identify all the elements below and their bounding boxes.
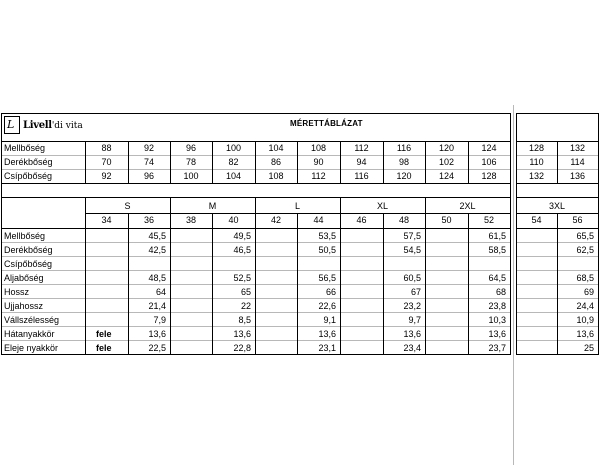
table-cell: 92 <box>143 143 154 153</box>
table-cell: 8,5 <box>238 315 251 325</box>
table-cell: 13,6 <box>576 329 594 339</box>
table-cell: 78 <box>185 157 196 167</box>
table-cell: 98 <box>398 157 409 167</box>
grid-line <box>510 113 511 355</box>
page-title: MÉRETTÁBLÁZAT <box>290 119 363 128</box>
grid-line <box>255 197 256 355</box>
table-cell: 136 <box>569 171 586 181</box>
table-cell: 23,2 <box>403 301 421 311</box>
table-cell: 68,5 <box>576 273 594 283</box>
grid-line <box>557 141 558 183</box>
table-cell: 46,5 <box>233 245 251 255</box>
table-cell: 50,5 <box>318 245 336 255</box>
table-cell: 116 <box>354 171 369 181</box>
grid-line <box>1 183 510 184</box>
table-cell: 69 <box>583 287 594 297</box>
table-cell: 70 <box>101 157 112 167</box>
table-cell: 23,1 <box>318 343 336 353</box>
grid-line <box>297 141 298 183</box>
table-cell: 112 <box>311 171 326 181</box>
table-cell: 23,4 <box>403 343 421 353</box>
table-cell: 114 <box>570 157 585 167</box>
size-number: 38 <box>185 215 196 225</box>
size-number: 44 <box>313 215 324 225</box>
grid-line <box>468 213 469 355</box>
brand-logo-icon: L <box>4 116 20 134</box>
size-number: 48 <box>398 215 409 225</box>
row-label: Mellbőség <box>4 143 46 153</box>
table-cell: 62,5 <box>576 245 594 255</box>
size-number: 50 <box>441 215 452 225</box>
table-cell: 24,4 <box>576 301 594 311</box>
table-cell: 128 <box>481 171 497 181</box>
table-cell: 53,5 <box>318 231 336 241</box>
row-label: Csípőbőség <box>4 171 53 181</box>
table-cell: 52,5 <box>233 273 251 283</box>
table-cell: 13,6 <box>233 329 251 339</box>
grid-line <box>212 141 213 183</box>
table-cell: 124 <box>481 143 497 153</box>
table-cell: 45,5 <box>148 231 166 241</box>
grid-line <box>170 141 171 183</box>
table-cell: 120 <box>396 171 412 181</box>
brand-logo <box>4 115 83 135</box>
grid-line <box>85 228 86 355</box>
measure-label: Csípőbőség <box>4 259 53 269</box>
table-cell: 13,6 <box>148 329 166 339</box>
size-number: 42 <box>270 215 281 225</box>
grid-line <box>1 113 2 355</box>
grid-line <box>425 197 426 355</box>
table-cell: 65,5 <box>576 231 594 241</box>
size-number: 40 <box>228 215 239 225</box>
table-cell: 48,5 <box>148 273 166 283</box>
table-cell: 64 <box>155 287 166 297</box>
size-number: 54 <box>531 215 542 225</box>
table-cell: 10,3 <box>488 315 506 325</box>
measure-note: fele <box>96 329 112 339</box>
table-cell: 110 <box>529 157 544 167</box>
table-cell: 13,6 <box>403 329 421 339</box>
table-cell: 10,9 <box>576 315 594 325</box>
table-cell: 57,5 <box>403 231 421 241</box>
grid-line <box>297 213 298 355</box>
measure-label: Hátanyakkör <box>4 329 55 339</box>
table-cell: 42,5 <box>148 245 166 255</box>
grid-line <box>170 197 171 355</box>
measure-label: Hossz <box>4 287 30 297</box>
grid-line <box>468 141 469 183</box>
table-cell: 22,5 <box>148 343 166 353</box>
table-cell: 22,6 <box>318 301 336 311</box>
table-cell: 116 <box>396 143 412 153</box>
table-cell: 23,7 <box>488 343 506 353</box>
table-cell: 96 <box>143 171 154 181</box>
grid-line <box>85 141 86 183</box>
measure-label: Derékbőség <box>4 245 53 255</box>
grid-line <box>598 113 599 355</box>
table-cell: 54,5 <box>403 245 421 255</box>
grid-line <box>516 113 598 114</box>
table-cell: 86 <box>270 157 281 167</box>
table-cell: 13,6 <box>318 329 336 339</box>
table-cell: 64,5 <box>488 273 506 283</box>
size-number: 46 <box>356 215 367 225</box>
table-cell: 124 <box>438 171 455 181</box>
table-cell: 61,5 <box>488 231 506 241</box>
table-cell: 49,5 <box>233 231 251 241</box>
grid-line <box>513 105 514 465</box>
size-group-label: L <box>294 201 300 211</box>
table-cell: 120 <box>438 143 455 153</box>
table-cell: 90 <box>313 157 324 167</box>
table-cell: 74 <box>143 157 154 167</box>
table-cell: 88 <box>101 143 112 153</box>
grid-line <box>340 141 341 183</box>
table-cell: 102 <box>438 157 455 167</box>
table-cell: 104 <box>268 143 284 153</box>
size-number: 36 <box>143 215 154 225</box>
brand-name: Livell'di vita <box>23 119 83 131</box>
grid-line <box>516 113 517 355</box>
measure-label: Eleje nyakkör <box>4 343 59 353</box>
table-cell: 66 <box>325 287 336 297</box>
table-cell: 128 <box>528 143 545 153</box>
measure-label: Vállszélesség <box>4 315 60 325</box>
size-number: 52 <box>483 215 494 225</box>
table-cell: 9,1 <box>323 315 336 325</box>
grid-line <box>383 141 384 183</box>
grid-line <box>516 197 598 198</box>
table-cell: 100 <box>183 171 199 181</box>
size-group-label: XL <box>376 201 388 211</box>
table-cell: 132 <box>569 143 586 153</box>
table-cell: 106 <box>481 157 497 167</box>
measure-label: Aljabőség <box>4 273 44 283</box>
table-cell: 22 <box>240 301 251 311</box>
grid-line <box>128 141 129 183</box>
table-cell: 82 <box>228 157 239 167</box>
table-cell: 25 <box>583 343 594 353</box>
table-cell: 13,6 <box>488 329 506 339</box>
table-cell: 68 <box>495 287 506 297</box>
table-cell: 58,5 <box>488 245 506 255</box>
size-group-label: 3XL <box>548 201 565 211</box>
table-cell: 23,8 <box>488 301 506 311</box>
size-group-label: 2XL <box>459 201 476 211</box>
grid-line <box>383 213 384 355</box>
table-cell: 108 <box>310 143 327 153</box>
grid-line <box>340 197 341 355</box>
measure-label: Ujjahossz <box>4 301 44 311</box>
table-cell: 100 <box>225 143 242 153</box>
row-label: Derékbőség <box>4 157 53 167</box>
measure-note: fele <box>96 343 112 353</box>
measure-label: Mellbőség <box>4 231 46 241</box>
grid-line <box>212 213 213 355</box>
table-cell: 132 <box>528 171 545 181</box>
table-cell: 104 <box>225 171 242 181</box>
table-cell: 21,4 <box>148 301 166 311</box>
size-group-label: S <box>124 201 131 211</box>
grid-line <box>255 141 256 183</box>
table-cell: 7,9 <box>153 315 166 325</box>
table-cell: 108 <box>268 171 284 181</box>
table-cell: 60,5 <box>403 273 421 283</box>
grid-line <box>557 213 558 355</box>
table-cell: 56,5 <box>318 273 336 283</box>
table-cell: 112 <box>354 143 369 153</box>
table-cell: 67 <box>410 287 421 297</box>
table-cell: 65 <box>240 287 251 297</box>
size-number: 56 <box>572 215 583 225</box>
table-cell: 9,7 <box>408 315 421 325</box>
table-cell: 96 <box>185 143 196 153</box>
size-number: 34 <box>101 215 112 225</box>
table-cell: 94 <box>356 157 367 167</box>
size-group-label: M <box>208 201 217 211</box>
table-cell: 22,8 <box>233 343 251 353</box>
grid-line <box>425 141 426 183</box>
table-cell: 92 <box>101 171 112 181</box>
grid-line <box>1 113 510 114</box>
grid-line <box>128 213 129 355</box>
grid-line <box>516 183 598 184</box>
